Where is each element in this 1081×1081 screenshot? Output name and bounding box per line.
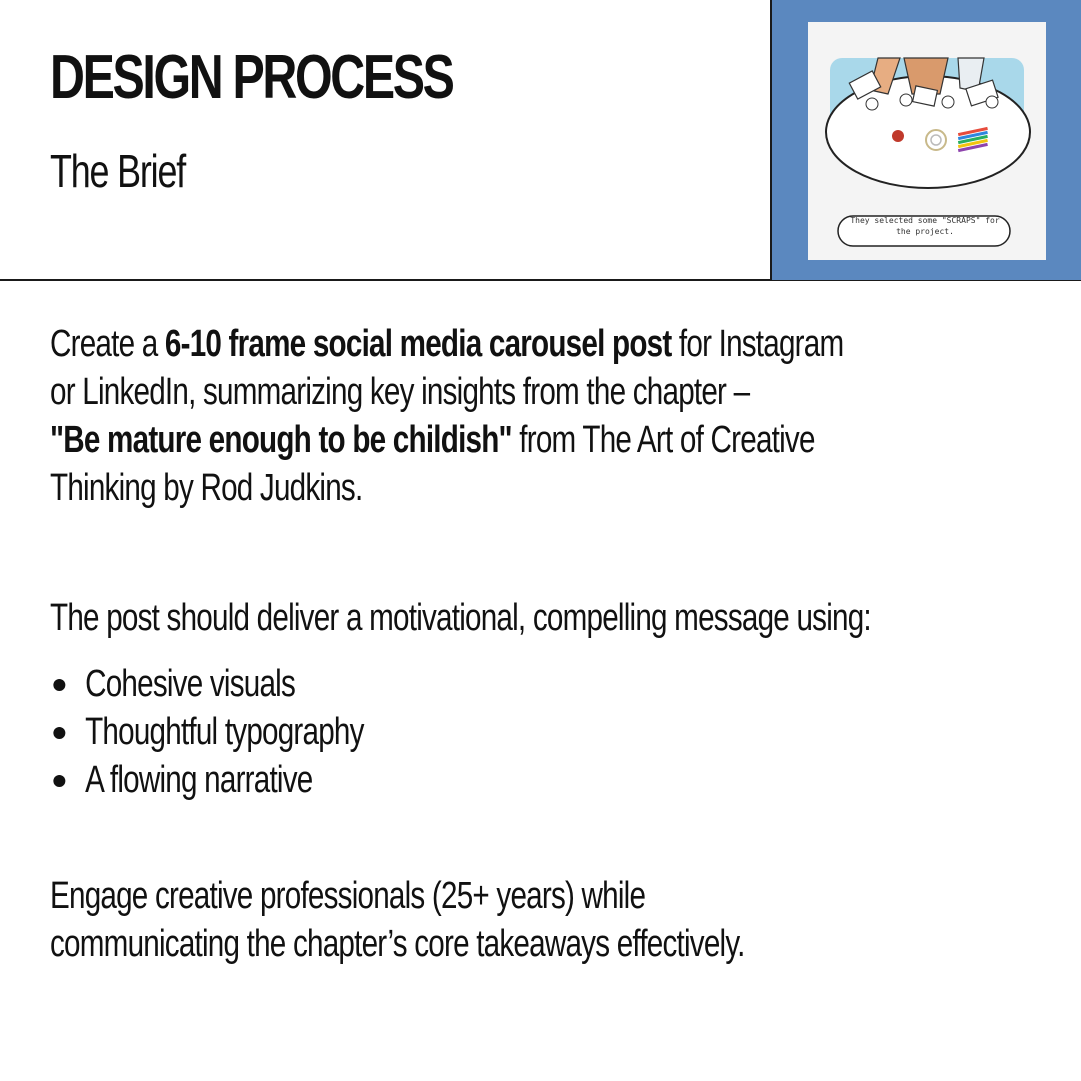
spacer (50, 804, 1017, 872)
red-ball (892, 130, 904, 142)
brief-text: Thinking by Rod Judkins. (50, 467, 363, 509)
hand-1 (866, 98, 878, 110)
illustration-card (808, 22, 1046, 260)
spacer (50, 512, 1017, 594)
brief-text: for Instagram (671, 323, 844, 365)
list-item: Thoughtful typography (50, 708, 1017, 756)
brief-text: from The Art of Creative (511, 419, 815, 461)
brief-emphasis-chapter: "Be mature enough to be childish" (50, 419, 512, 461)
hand-2 (900, 94, 912, 106)
brief-emphasis-format: 6-10 frame social media carousel post (164, 323, 672, 365)
list-item: Cohesive visuals (50, 660, 1017, 708)
brief-paragraph-3 (50, 872, 1017, 968)
brief-paragraph-1 (50, 320, 1017, 512)
brief-text: or LinkedIn, summarizing key insights from the chapter – (50, 371, 750, 413)
page-subtitle: The Brief (50, 145, 186, 197)
bullet-list (50, 660, 1017, 804)
brief-text: Create a (50, 323, 165, 365)
illustration-caption: They selected some "SCRAPS" for the project. (850, 216, 1000, 236)
brief-paragraph-2: The post should deliver a motivational, compelling message using: (50, 597, 871, 639)
brief-text: Engage creative professionals (25+ years) while (50, 875, 646, 917)
illustration-thumbnail (770, 0, 1081, 280)
brief-text: communicating the chapter’s core takeaways effectively. (50, 923, 745, 965)
list-item: A flowing narrative (50, 756, 1017, 804)
brief-content (50, 320, 1017, 968)
page-title: DESIGN PROCESS (50, 43, 453, 112)
hand-3 (942, 96, 954, 108)
hand-4 (986, 96, 998, 108)
header (0, 0, 1081, 281)
